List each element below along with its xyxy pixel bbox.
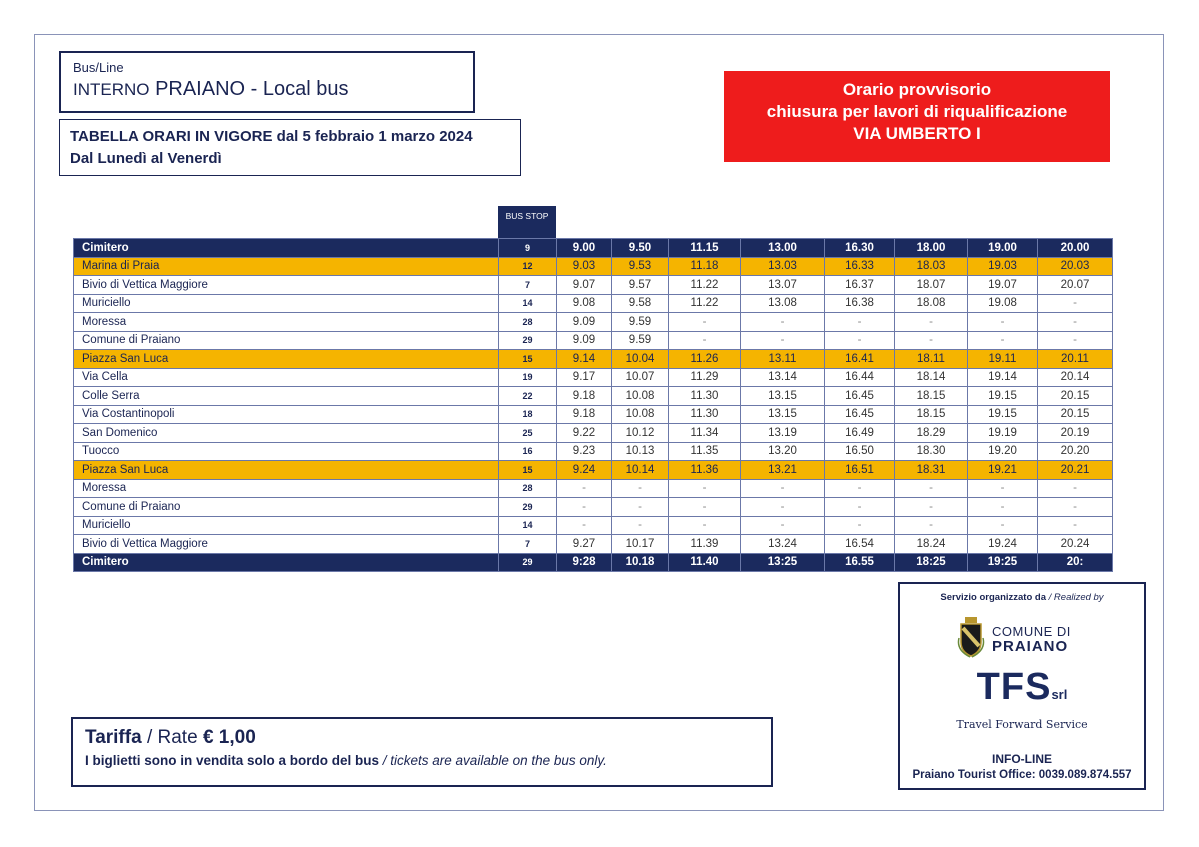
- departure-time: 11.15: [669, 239, 741, 258]
- departure-time: 16.38: [825, 294, 895, 313]
- line-info-box: [59, 51, 475, 113]
- departure-time: -: [895, 313, 968, 332]
- departure-time: 10.13: [612, 442, 669, 461]
- stop-name: Marina di Praia: [74, 257, 499, 276]
- departure-time: -: [1038, 331, 1113, 350]
- stop-name: Moressa: [74, 313, 499, 332]
- table-row: [74, 331, 1113, 350]
- fare-title-sep: /: [141, 727, 158, 748]
- departure-time: 20.03: [1038, 257, 1113, 276]
- departure-time: 16.33: [825, 257, 895, 276]
- stop-number: 9: [499, 239, 557, 258]
- departure-time: -: [968, 516, 1038, 535]
- table-row: [74, 479, 1113, 498]
- departure-time: 13.24: [741, 535, 825, 554]
- departure-time: 9.03: [557, 257, 612, 276]
- departure-time: 13.08: [741, 294, 825, 313]
- table-row: [74, 535, 1113, 554]
- departure-time: -: [557, 516, 612, 535]
- departure-time: 13.14: [741, 368, 825, 387]
- stop-number: 14: [499, 516, 557, 535]
- departure-time: 13.00: [741, 239, 825, 258]
- notice-line-2: chiusura per lavori di riqualificazione: [766, 102, 1068, 121]
- comune-line-1: COMUNE DI: [992, 624, 1071, 639]
- departure-time: 13.15: [741, 387, 825, 406]
- stop-number: 7: [499, 535, 557, 554]
- departure-time: 19.19: [968, 424, 1038, 443]
- departure-time: 20.07: [1038, 276, 1113, 295]
- departure-time: -: [968, 498, 1038, 517]
- departure-time: 20.00: [1038, 239, 1113, 258]
- departure-time: 11.35: [669, 442, 741, 461]
- departure-time: 10.08: [612, 387, 669, 406]
- departure-time: 18.30: [895, 442, 968, 461]
- departure-time: -: [1038, 498, 1113, 517]
- departure-time: -: [669, 479, 741, 498]
- departure-time: -: [895, 516, 968, 535]
- stop-number: 18: [499, 405, 557, 424]
- departure-time: 18.24: [895, 535, 968, 554]
- departure-time: 9.53: [612, 257, 669, 276]
- organizer-head-sep: /: [1046, 592, 1054, 603]
- info-line-heading: INFO-LINE: [992, 752, 1052, 766]
- departure-time: -: [741, 313, 825, 332]
- table-row: [74, 387, 1113, 406]
- departure-time: 9.18: [557, 387, 612, 406]
- departure-time: 9.24: [557, 461, 612, 480]
- table-row: [74, 461, 1113, 480]
- departure-time: -: [895, 498, 968, 517]
- departure-time: 9.59: [612, 331, 669, 350]
- departure-time: 11.22: [669, 276, 741, 295]
- departure-time: -: [557, 498, 612, 517]
- departure-time: 19.11: [968, 350, 1038, 369]
- departure-time: 9.08: [557, 294, 612, 313]
- table-row: [74, 350, 1113, 369]
- departure-time: 16.37: [825, 276, 895, 295]
- departure-time: -: [968, 479, 1038, 498]
- stop-name: Piazza San Luca: [74, 350, 499, 369]
- departure-time: 18.03: [895, 257, 968, 276]
- notice-line-3: VIA UMBERTO I: [853, 124, 981, 143]
- departure-time: 20.11: [1038, 350, 1113, 369]
- table-row: [74, 516, 1113, 535]
- comune-text: [992, 624, 1071, 654]
- departure-time: 11.36: [669, 461, 741, 480]
- line-name: [73, 78, 461, 101]
- stop-number: 7: [499, 276, 557, 295]
- stop-number: 22: [499, 387, 557, 406]
- stop-number: 12: [499, 257, 557, 276]
- departure-time: 10.17: [612, 535, 669, 554]
- departure-time: 19.03: [968, 257, 1038, 276]
- stop-name: Bivio di Vettica Maggiore: [74, 276, 499, 295]
- stop-number: 29: [499, 331, 557, 350]
- stop-name: Via Costantinopoli: [74, 405, 499, 424]
- departure-time: 13.19: [741, 424, 825, 443]
- stop-number: 25: [499, 424, 557, 443]
- departure-time: 16.54: [825, 535, 895, 554]
- departure-time: 13.03: [741, 257, 825, 276]
- departure-time: -: [825, 479, 895, 498]
- departure-time: 16.50: [825, 442, 895, 461]
- departure-time: 18.07: [895, 276, 968, 295]
- departure-time: -: [669, 516, 741, 535]
- departure-time: 9.23: [557, 442, 612, 461]
- departure-time: 18:25: [895, 553, 968, 572]
- departure-time: 10.18: [612, 553, 669, 572]
- info-line-contact: Praiano Tourist Office: 0039.089.874.557: [912, 769, 1132, 781]
- table-row: [74, 313, 1113, 332]
- departure-time: -: [895, 331, 968, 350]
- departure-time: 20:: [1038, 553, 1113, 572]
- departure-time: -: [1038, 516, 1113, 535]
- departure-time: 18.14: [895, 368, 968, 387]
- line-label: Bus/Line: [73, 60, 124, 75]
- departure-time: -: [741, 516, 825, 535]
- comune-line-2: PRAIANO: [992, 638, 1069, 655]
- table-row: [74, 368, 1113, 387]
- departure-time: 9.22: [557, 424, 612, 443]
- departure-time: 16.45: [825, 387, 895, 406]
- departure-time: -: [1038, 294, 1113, 313]
- departure-time: 9:28: [557, 553, 612, 572]
- stop-name: Muriciello: [74, 294, 499, 313]
- fare-price: € 1,00: [202, 727, 256, 748]
- departure-time: 9.58: [612, 294, 669, 313]
- departure-time: 18.15: [895, 387, 968, 406]
- departure-time: 11.22: [669, 294, 741, 313]
- tfs-name: TFS: [976, 666, 1052, 708]
- fare-title-it: Tariffa: [85, 727, 142, 748]
- bus-stop-header: BUS STOP: [498, 206, 556, 238]
- stop-number: 28: [499, 479, 557, 498]
- departure-time: 20.15: [1038, 387, 1113, 406]
- table-row: [74, 276, 1113, 295]
- tfs-logo: [900, 666, 1144, 709]
- organizer-box: [898, 582, 1146, 790]
- departure-time: -: [825, 331, 895, 350]
- departure-time: -: [612, 479, 669, 498]
- line-prefix: INTERNO: [73, 80, 150, 99]
- departure-time: 9.07: [557, 276, 612, 295]
- tfs-suffix: srl: [1051, 687, 1068, 702]
- stop-name: Moressa: [74, 479, 499, 498]
- stop-number: 29: [499, 553, 557, 572]
- departure-time: -: [825, 498, 895, 517]
- departure-time: -: [741, 479, 825, 498]
- departure-time: 10.08: [612, 405, 669, 424]
- departure-time: 19.14: [968, 368, 1038, 387]
- stop-number: 15: [499, 350, 557, 369]
- stop-name: Via Cella: [74, 368, 499, 387]
- stop-name: Piazza San Luca: [74, 461, 499, 480]
- departure-time: -: [1038, 479, 1113, 498]
- table-row: [74, 553, 1113, 572]
- departure-time: -: [669, 313, 741, 332]
- departure-time: 19.00: [968, 239, 1038, 258]
- validity-days: Dal Lunedì al Venerdì: [70, 150, 222, 167]
- departure-time: 11.18: [669, 257, 741, 276]
- departure-time: -: [669, 331, 741, 350]
- departure-time: 20.14: [1038, 368, 1113, 387]
- departure-time: 13.20: [741, 442, 825, 461]
- departure-time: 10.14: [612, 461, 669, 480]
- departure-time: 18.31: [895, 461, 968, 480]
- table-row: [74, 424, 1113, 443]
- departure-time: 19:25: [968, 553, 1038, 572]
- organizer-head-it: Servizio organizzato da: [940, 592, 1046, 603]
- comune-logo: [956, 614, 1096, 660]
- fare-info: [85, 753, 759, 768]
- departure-time: -: [741, 331, 825, 350]
- departure-time: 10.04: [612, 350, 669, 369]
- departure-time: 13.11: [741, 350, 825, 369]
- departure-time: 19.15: [968, 387, 1038, 406]
- stop-name: Comune di Praiano: [74, 498, 499, 517]
- departure-time: 9.27: [557, 535, 612, 554]
- departure-time: 13:25: [741, 553, 825, 572]
- departure-time: 13.21: [741, 461, 825, 480]
- stop-name: Colle Serra: [74, 387, 499, 406]
- departure-time: -: [1038, 313, 1113, 332]
- stop-name: Bivio di Vettica Maggiore: [74, 535, 499, 554]
- departure-time: 20.15: [1038, 405, 1113, 424]
- departure-time: 19.21: [968, 461, 1038, 480]
- stop-name: Cimitero: [74, 239, 499, 258]
- departure-time: 18.29: [895, 424, 968, 443]
- departure-time: 16.45: [825, 405, 895, 424]
- departure-time: 11.26: [669, 350, 741, 369]
- departure-time: 20.20: [1038, 442, 1113, 461]
- departure-time: 9.50: [612, 239, 669, 258]
- departure-time: 9.59: [612, 313, 669, 332]
- departure-time: 9.14: [557, 350, 612, 369]
- departure-time: 11.39: [669, 535, 741, 554]
- departure-time: 19.20: [968, 442, 1038, 461]
- departure-time: 20.21: [1038, 461, 1113, 480]
- departure-time: 10.12: [612, 424, 669, 443]
- table-row: [74, 294, 1113, 313]
- stop-number: 29: [499, 498, 557, 517]
- departure-time: -: [557, 479, 612, 498]
- departure-time: 11.29: [669, 368, 741, 387]
- table-row: [74, 405, 1113, 424]
- departure-time: 11.30: [669, 405, 741, 424]
- departure-time: -: [825, 516, 895, 535]
- departure-time: 16.44: [825, 368, 895, 387]
- departure-time: 19.15: [968, 405, 1038, 424]
- departure-time: 18.15: [895, 405, 968, 424]
- departure-time: -: [612, 498, 669, 517]
- departure-time: 11.34: [669, 424, 741, 443]
- departure-time: 20.24: [1038, 535, 1113, 554]
- departure-time: 10.07: [612, 368, 669, 387]
- stop-number: 28: [499, 313, 557, 332]
- departure-time: 9.57: [612, 276, 669, 295]
- stop-name: Muriciello: [74, 516, 499, 535]
- organizer-head-en: Realized by: [1053, 592, 1104, 603]
- departure-time: 9.18: [557, 405, 612, 424]
- departure-time: 13.07: [741, 276, 825, 295]
- departure-time: 19.24: [968, 535, 1038, 554]
- fare-box: [71, 717, 773, 787]
- departure-time: 9.00: [557, 239, 612, 258]
- fare-text-it: I biglietti sono in vendita solo a bordo del bus: [85, 753, 380, 768]
- departure-time: -: [895, 479, 968, 498]
- departure-time: -: [612, 516, 669, 535]
- departure-time: -: [741, 498, 825, 517]
- departure-time: 11.30: [669, 387, 741, 406]
- departure-time: 13.15: [741, 405, 825, 424]
- fare-title-en: Rate: [157, 727, 198, 748]
- fare-text-en: tickets are available on the bus only.: [390, 753, 607, 768]
- stop-number: 15: [499, 461, 557, 480]
- table-row: [74, 239, 1113, 258]
- stop-number: 19: [499, 368, 557, 387]
- departure-time: 16.51: [825, 461, 895, 480]
- stop-name: San Domenico: [74, 424, 499, 443]
- line-title: PRAIANO - Local bus: [155, 78, 349, 100]
- fare-title: [85, 727, 759, 749]
- departure-time: 18.08: [895, 294, 968, 313]
- departure-time: 19.08: [968, 294, 1038, 313]
- crest-icon: [956, 616, 986, 658]
- departure-time: 9.17: [557, 368, 612, 387]
- departure-time: 9.09: [557, 331, 612, 350]
- stop-number: 16: [499, 442, 557, 461]
- stop-name: Comune di Praiano: [74, 331, 499, 350]
- departure-time: 16.41: [825, 350, 895, 369]
- stop-name: Tuocco: [74, 442, 499, 461]
- departure-time: 11.40: [669, 553, 741, 572]
- departure-time: 20.19: [1038, 424, 1113, 443]
- temporary-notice: [724, 71, 1110, 162]
- departure-time: 16.55: [825, 553, 895, 572]
- validity-box: [59, 119, 521, 176]
- departure-time: -: [825, 313, 895, 332]
- validity-period: TABELLA ORARI IN VIGORE dal 5 febbraio 1 marzo 2024: [70, 128, 473, 145]
- departure-time: -: [968, 331, 1038, 350]
- departure-time: 16.49: [825, 424, 895, 443]
- departure-time: 19.07: [968, 276, 1038, 295]
- timetable: [73, 238, 1113, 572]
- organizer-heading: [900, 592, 1144, 603]
- notice-line-1: Orario provvisorio: [842, 80, 992, 99]
- departure-time: 18.00: [895, 239, 968, 258]
- departure-time: 16.30: [825, 239, 895, 258]
- stop-name: Cimitero: [74, 553, 499, 572]
- departure-time: 18.11: [895, 350, 968, 369]
- table-row: [74, 498, 1113, 517]
- fare-text-sep: /: [379, 753, 391, 768]
- table-row: [74, 257, 1113, 276]
- tfs-tagline: Travel Forward Service: [956, 718, 1088, 731]
- stop-number: 14: [499, 294, 557, 313]
- departure-time: -: [968, 313, 1038, 332]
- table-row: [74, 442, 1113, 461]
- departure-time: 9.09: [557, 313, 612, 332]
- departure-time: -: [669, 498, 741, 517]
